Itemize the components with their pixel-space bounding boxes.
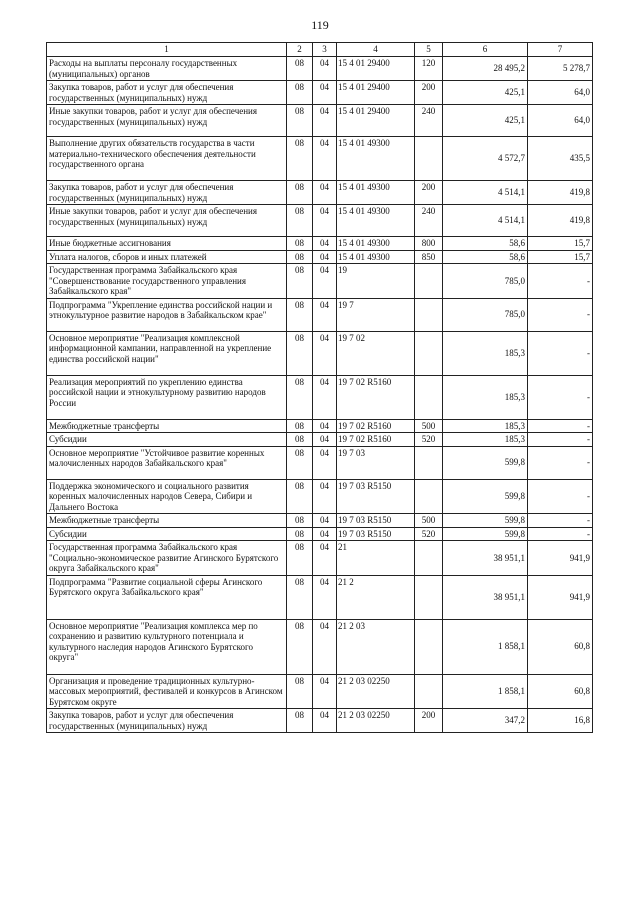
cell-v1: 185,3 bbox=[443, 419, 528, 433]
cell-csr: 21 bbox=[337, 541, 415, 576]
cell-v1: 785,0 bbox=[443, 264, 528, 299]
cell-v2: 64,0 bbox=[528, 105, 593, 137]
cell-v2: 15,7 bbox=[528, 237, 593, 251]
cell-rz: 08 bbox=[287, 181, 313, 205]
cell-rz: 08 bbox=[287, 105, 313, 137]
cell-pr: 04 bbox=[313, 205, 337, 237]
cell-rz: 08 bbox=[287, 419, 313, 433]
cell-csr: 15 4 01 29400 bbox=[337, 57, 415, 81]
table-row bbox=[47, 250, 593, 264]
column-header: 4 bbox=[337, 43, 415, 57]
cell-v2: 64,0 bbox=[528, 81, 593, 105]
cell-name: Подпрограмма "Укрепление единства российской нации и этнокультурное развитие народов в Забайкальском крае" bbox=[47, 298, 287, 331]
table-row bbox=[47, 709, 593, 733]
cell-name: Подпрограмма "Развитие социальной сферы Агинского Бурятского округа Забайкальского края" bbox=[47, 575, 287, 619]
cell-pr: 04 bbox=[313, 105, 337, 137]
cell-vr: 500 bbox=[415, 419, 443, 433]
cell-rz: 08 bbox=[287, 446, 313, 479]
cell-v1: 599,8 bbox=[443, 479, 528, 514]
cell-name: Субсидии bbox=[47, 433, 287, 447]
cell-vr bbox=[415, 541, 443, 576]
cell-v1: 425,1 bbox=[443, 105, 528, 137]
cell-name: Закупка товаров, работ и услуг для обеспечения государственных (муниципальных) нужд bbox=[47, 709, 287, 733]
cell-rz: 08 bbox=[287, 541, 313, 576]
column-header: 1 bbox=[47, 43, 287, 57]
cell-rz: 08 bbox=[287, 57, 313, 81]
cell-csr: 21 2 03 bbox=[337, 619, 415, 674]
cell-name: Закупка товаров, работ и услуг для обеспечения государственных (муниципальных) нужд bbox=[47, 81, 287, 105]
cell-name: Иные закупки товаров, работ и услуг для обеспечения государственных (муниципальных) нужд bbox=[47, 205, 287, 237]
cell-csr: 21 2 bbox=[337, 575, 415, 619]
cell-csr: 19 7 02 R5160 bbox=[337, 419, 415, 433]
table-row bbox=[47, 479, 593, 514]
cell-rz: 08 bbox=[287, 331, 313, 375]
cell-pr: 04 bbox=[313, 264, 337, 299]
cell-pr: 04 bbox=[313, 237, 337, 251]
cell-rz: 08 bbox=[287, 264, 313, 299]
column-header: 6 bbox=[443, 43, 528, 57]
table-row bbox=[47, 375, 593, 419]
cell-v2: 60,8 bbox=[528, 674, 593, 709]
cell-csr: 15 4 01 49300 bbox=[337, 250, 415, 264]
cell-pr: 04 bbox=[313, 81, 337, 105]
cell-vr: 520 bbox=[415, 527, 443, 541]
table-row bbox=[47, 446, 593, 479]
cell-rz: 08 bbox=[287, 479, 313, 514]
cell-v1: 599,8 bbox=[443, 514, 528, 528]
table-row bbox=[47, 331, 593, 375]
page-number: 119 bbox=[311, 18, 329, 32]
cell-vr bbox=[415, 575, 443, 619]
cell-pr: 04 bbox=[313, 674, 337, 709]
table-row bbox=[47, 57, 593, 81]
cell-csr: 15 4 01 49300 bbox=[337, 205, 415, 237]
cell-name: Основное мероприятие "Реализация комплекса мер по сохранению и развитию культурного потенциала и культурного наследия народов Агинского Бурятского округа" bbox=[47, 619, 287, 674]
cell-v1: 1 858,1 bbox=[443, 619, 528, 674]
cell-v1: 38 951,1 bbox=[443, 575, 528, 619]
cell-vr: 500 bbox=[415, 514, 443, 528]
cell-csr: 19 7 03 R5150 bbox=[337, 527, 415, 541]
cell-vr: 850 bbox=[415, 250, 443, 264]
cell-name: Основное мероприятие "Устойчивое развитие коренных малочисленных народов Забайкальского края" bbox=[47, 446, 287, 479]
cell-v2: - bbox=[528, 419, 593, 433]
cell-v1: 599,8 bbox=[443, 527, 528, 541]
cell-v1: 58,6 bbox=[443, 250, 528, 264]
cell-vr: 800 bbox=[415, 237, 443, 251]
cell-pr: 04 bbox=[313, 514, 337, 528]
cell-pr: 04 bbox=[313, 541, 337, 576]
cell-rz: 08 bbox=[287, 674, 313, 709]
cell-pr: 04 bbox=[313, 619, 337, 674]
cell-v2: 60,8 bbox=[528, 619, 593, 674]
cell-rz: 08 bbox=[287, 205, 313, 237]
cell-csr: 19 7 03 bbox=[337, 446, 415, 479]
cell-v2: - bbox=[528, 527, 593, 541]
cell-v1: 4 514,1 bbox=[443, 205, 528, 237]
cell-csr: 19 bbox=[337, 264, 415, 299]
cell-vr bbox=[415, 331, 443, 375]
cell-vr bbox=[415, 479, 443, 514]
table-row bbox=[47, 619, 593, 674]
cell-vr bbox=[415, 137, 443, 181]
table-row bbox=[47, 137, 593, 181]
cell-csr: 15 4 01 49300 bbox=[337, 181, 415, 205]
cell-rz: 08 bbox=[287, 81, 313, 105]
cell-name: Реализация мероприятий по укреплению единства российской нации и этнокультурному развитию народов России bbox=[47, 375, 287, 419]
cell-name: Межбюджетные трансферты bbox=[47, 514, 287, 528]
cell-v1: 4 514,1 bbox=[443, 181, 528, 205]
column-header: 7 bbox=[528, 43, 593, 57]
cell-v1: 58,6 bbox=[443, 237, 528, 251]
cell-pr: 04 bbox=[313, 419, 337, 433]
table-row bbox=[47, 514, 593, 528]
table-row bbox=[47, 674, 593, 709]
cell-csr: 19 7 03 R5150 bbox=[337, 479, 415, 514]
cell-csr: 15 4 01 29400 bbox=[337, 81, 415, 105]
cell-v2: 435,5 bbox=[528, 137, 593, 181]
cell-csr: 15 4 01 49300 bbox=[337, 237, 415, 251]
cell-rz: 08 bbox=[287, 433, 313, 447]
table-row bbox=[47, 181, 593, 205]
cell-v2: 15,7 bbox=[528, 250, 593, 264]
cell-v2: 16,8 bbox=[528, 709, 593, 733]
cell-vr bbox=[415, 298, 443, 331]
table-row bbox=[47, 81, 593, 105]
cell-v2: 941,9 bbox=[528, 575, 593, 619]
cell-v1: 425,1 bbox=[443, 81, 528, 105]
cell-name: Государственная программа Забайкальского края "Совершенствование государственного управления Забайкальского края" bbox=[47, 264, 287, 299]
cell-vr: 200 bbox=[415, 81, 443, 105]
cell-name: Государственная программа Забайкальского края "Социально-экономическое развитие Агинского Бурятского округа Забайкальского края" bbox=[47, 541, 287, 576]
cell-vr bbox=[415, 446, 443, 479]
column-header: 2 bbox=[287, 43, 313, 57]
cell-csr: 19 7 02 R5160 bbox=[337, 433, 415, 447]
cell-pr: 04 bbox=[313, 709, 337, 733]
cell-vr bbox=[415, 375, 443, 419]
cell-name: Расходы на выплаты персоналу государственных (муниципальных) органов bbox=[47, 57, 287, 81]
cell-v2: - bbox=[528, 264, 593, 299]
cell-rz: 08 bbox=[287, 137, 313, 181]
column-header: 3 bbox=[313, 43, 337, 57]
cell-v2: 419,8 bbox=[528, 205, 593, 237]
cell-csr: 19 7 02 R5160 bbox=[337, 375, 415, 419]
budget-table bbox=[46, 42, 593, 733]
table-row bbox=[47, 527, 593, 541]
cell-v2: - bbox=[528, 433, 593, 447]
cell-v2: 941,9 bbox=[528, 541, 593, 576]
cell-pr: 04 bbox=[313, 527, 337, 541]
cell-v2: - bbox=[528, 514, 593, 528]
cell-name: Поддержка экономического и социального развития коренных малочисленных народов Севера, Сибири и Дальнего Востока bbox=[47, 479, 287, 514]
cell-pr: 04 bbox=[313, 433, 337, 447]
cell-csr: 19 7 03 R5150 bbox=[337, 514, 415, 528]
cell-pr: 04 bbox=[313, 137, 337, 181]
cell-rz: 08 bbox=[287, 527, 313, 541]
cell-pr: 04 bbox=[313, 331, 337, 375]
cell-v1: 599,8 bbox=[443, 446, 528, 479]
cell-v1: 347,2 bbox=[443, 709, 528, 733]
cell-v2: - bbox=[528, 375, 593, 419]
cell-v2: - bbox=[528, 331, 593, 375]
column-header: 5 bbox=[415, 43, 443, 57]
table-row bbox=[47, 105, 593, 137]
cell-v2: - bbox=[528, 298, 593, 331]
cell-rz: 08 bbox=[287, 375, 313, 419]
table-row bbox=[47, 575, 593, 619]
table-row bbox=[47, 541, 593, 576]
cell-csr: 19 7 bbox=[337, 298, 415, 331]
cell-vr: 240 bbox=[415, 205, 443, 237]
cell-vr: 240 bbox=[415, 105, 443, 137]
cell-csr: 15 4 01 29400 bbox=[337, 105, 415, 137]
cell-name: Выполнение других обязательств государства в части материально-технического обеспечения деятельности государственного органа bbox=[47, 137, 287, 181]
cell-rz: 08 bbox=[287, 250, 313, 264]
cell-pr: 04 bbox=[313, 446, 337, 479]
cell-v1: 28 495,2 bbox=[443, 57, 528, 81]
cell-rz: 08 bbox=[287, 619, 313, 674]
table-row bbox=[47, 298, 593, 331]
cell-name: Организация и проведение традиционных культурно-массовых мероприятий, фестивалей и конкурсов в Агинском Бурятском округе bbox=[47, 674, 287, 709]
cell-vr bbox=[415, 674, 443, 709]
cell-v1: 185,3 bbox=[443, 375, 528, 419]
cell-csr: 15 4 01 49300 bbox=[337, 137, 415, 181]
cell-vr: 520 bbox=[415, 433, 443, 447]
header-row bbox=[47, 43, 593, 57]
cell-pr: 04 bbox=[313, 57, 337, 81]
cell-pr: 04 bbox=[313, 250, 337, 264]
cell-pr: 04 bbox=[313, 575, 337, 619]
cell-v1: 38 951,1 bbox=[443, 541, 528, 576]
cell-vr: 120 bbox=[415, 57, 443, 81]
cell-v2: 5 278,7 bbox=[528, 57, 593, 81]
table-row bbox=[47, 237, 593, 251]
cell-csr: 21 2 03 02250 bbox=[337, 674, 415, 709]
cell-v1: 1 858,1 bbox=[443, 674, 528, 709]
cell-pr: 04 bbox=[313, 298, 337, 331]
cell-vr: 200 bbox=[415, 709, 443, 733]
cell-name: Субсидии bbox=[47, 527, 287, 541]
cell-vr bbox=[415, 264, 443, 299]
cell-v2: - bbox=[528, 446, 593, 479]
cell-pr: 04 bbox=[313, 479, 337, 514]
cell-v1: 185,3 bbox=[443, 331, 528, 375]
cell-vr bbox=[415, 619, 443, 674]
cell-vr: 200 bbox=[415, 181, 443, 205]
cell-name: Иные закупки товаров, работ и услуг для обеспечения государственных (муниципальных) нужд bbox=[47, 105, 287, 137]
cell-name: Иные бюджетные ассигнования bbox=[47, 237, 287, 251]
table-row bbox=[47, 433, 593, 447]
cell-name: Уплата налогов, сборов и иных платежей bbox=[47, 250, 287, 264]
table-row bbox=[47, 419, 593, 433]
cell-csr: 21 2 03 02250 bbox=[337, 709, 415, 733]
cell-rz: 08 bbox=[287, 237, 313, 251]
cell-pr: 04 bbox=[313, 375, 337, 419]
cell-v1: 785,0 bbox=[443, 298, 528, 331]
cell-v1: 4 572,7 bbox=[443, 137, 528, 181]
cell-pr: 04 bbox=[313, 181, 337, 205]
cell-v2: - bbox=[528, 479, 593, 514]
table-row bbox=[47, 205, 593, 237]
cell-rz: 08 bbox=[287, 709, 313, 733]
cell-name: Закупка товаров, работ и услуг для обеспечения государственных (муниципальных) нужд bbox=[47, 181, 287, 205]
table-row bbox=[47, 264, 593, 299]
cell-name: Межбюджетные трансферты bbox=[47, 419, 287, 433]
cell-v2: 419,8 bbox=[528, 181, 593, 205]
cell-v1: 185,3 bbox=[443, 433, 528, 447]
cell-rz: 08 bbox=[287, 514, 313, 528]
cell-rz: 08 bbox=[287, 298, 313, 331]
cell-name: Основное мероприятие "Реализация комплексной информационной кампании, направленной на укрепление единства российской нации" bbox=[47, 331, 287, 375]
cell-rz: 08 bbox=[287, 575, 313, 619]
cell-csr: 19 7 02 bbox=[337, 331, 415, 375]
